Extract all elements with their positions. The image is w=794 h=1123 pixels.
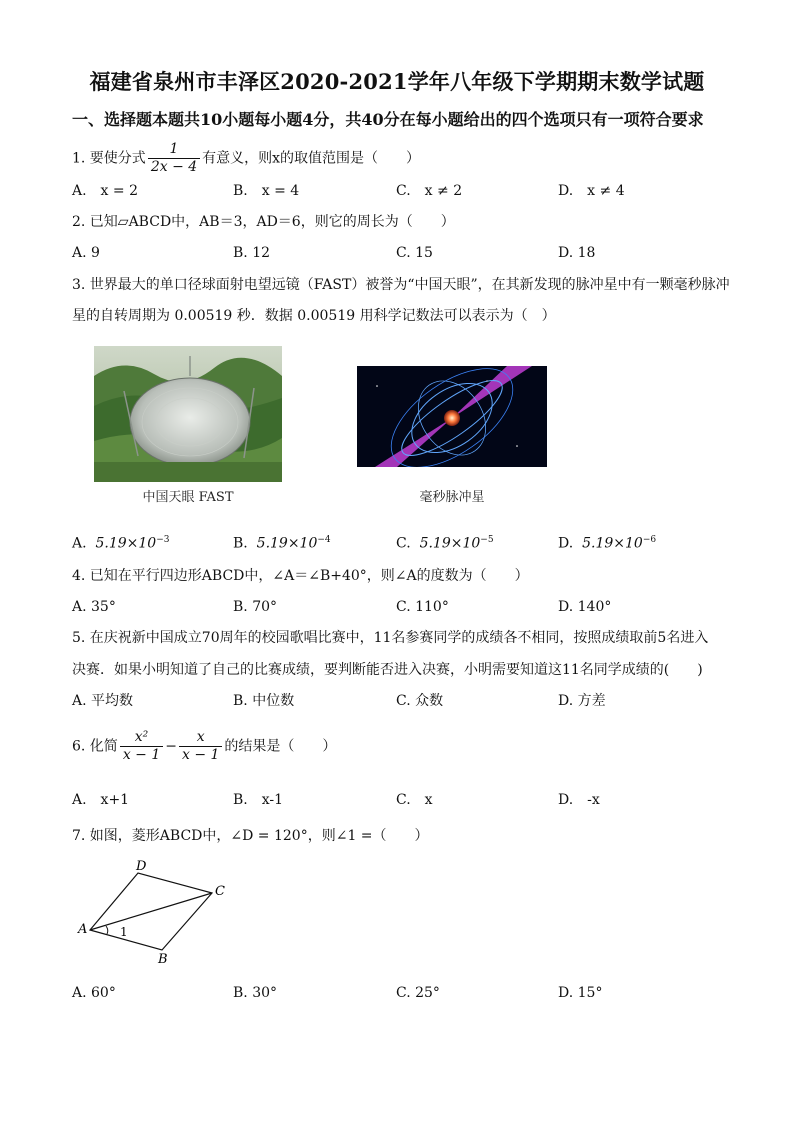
caption-pulsar: 毫秒脉冲星	[419, 490, 485, 505]
q6-option-d[interactable]: D. -x	[558, 792, 600, 808]
question-2: 2. 已知▱ABCD中，AB＝3，AD＝6，则它的周长为（ ）	[72, 214, 455, 230]
q7-option-b[interactable]: B. 30°	[233, 985, 278, 1001]
q6-option-b[interactable]: B. x-1	[233, 792, 284, 808]
q6-fraction-1	[120, 729, 163, 764]
page-title: 福建省泉州市丰泽区2020-2021学年八年级下学期期末数学试题	[89, 69, 705, 94]
q1-option-a[interactable]: A. x = 2	[72, 183, 138, 199]
q1-prefix: 1. 要使分式	[72, 150, 146, 167]
angle-1-arc	[106, 926, 108, 934]
q6-minus: −	[165, 738, 177, 755]
q6-option-a[interactable]: A. x+1	[72, 792, 130, 808]
q5-option-a[interactable]: A. 平均数	[72, 693, 134, 709]
q3-a-label: A.	[72, 535, 87, 552]
q3-option-b[interactable]	[233, 530, 331, 554]
question-6	[72, 729, 336, 764]
q6-fraction-2	[179, 729, 222, 764]
q1-option-d[interactable]: D. x ≠ 4	[558, 183, 625, 199]
question-3-line-2: 星的自转周期为 0.00519 秒．数据 0.00519 用科学记数法可以表示为（ ）	[72, 308, 556, 324]
q6-f1-den: x − 1	[120, 746, 163, 764]
q6-f1-num: x²	[134, 729, 149, 745]
q2-option-b[interactable]: B. 12	[233, 245, 271, 261]
question-5-line-1: 5. 在庆祝新中国成立70周年的校园歌唱比赛中，11名参赛同学的成绩各不相同，按照成绩取前5名进入	[72, 630, 709, 646]
label-d: D	[136, 859, 147, 874]
q3-a-exp: −3	[156, 535, 170, 545]
question-5-line-2: 决赛．如果小明知道了自己的比赛成绩，要判断能否进入决赛，小明需要知道这11名同学成绩的( )	[72, 662, 703, 678]
q6-suffix: 的结果是（ ）	[224, 738, 337, 755]
q3-b-base: 5.19×10	[256, 535, 318, 552]
q3-d-label: D.	[558, 535, 574, 552]
q6-option-c[interactable]: C. x	[396, 792, 433, 808]
q6-f2-den: x − 1	[179, 746, 222, 764]
q1-frac-num: 1	[169, 141, 179, 157]
q1-fraction	[148, 141, 200, 176]
q7-option-a[interactable]: A. 60°	[72, 985, 116, 1001]
caption-fast: 中国天眼 FAST	[142, 490, 234, 505]
question-1	[72, 141, 420, 176]
q7-option-d[interactable]: D. 15°	[558, 985, 603, 1001]
q3-b-exp: −4	[317, 535, 331, 545]
q1-frac-den: 2x − 4	[148, 158, 200, 176]
q7-option-c[interactable]: C. 25°	[396, 985, 440, 1001]
q4-option-d[interactable]: D. 140°	[558, 599, 612, 615]
question-4: 4. 已知在平行四边形ABCD中，∠A＝∠B+40°，则∠A的度数为（ ）	[72, 568, 529, 584]
q3-c-base: 5.19×10	[419, 535, 481, 552]
label-c: C	[215, 884, 225, 899]
diagonal-ac	[90, 893, 212, 930]
q3-option-a[interactable]	[72, 530, 169, 554]
section-heading: 一、选择题本题共10小题每小题4分，共40分在每小题给出的四个选项只有一项符合要求	[72, 110, 704, 129]
q2-option-c[interactable]: C. 15	[396, 245, 433, 261]
q5-option-c[interactable]: C. 众数	[396, 693, 444, 709]
label-a: A	[78, 922, 88, 937]
q6-prefix: 6. 化简	[72, 738, 118, 755]
label-angle-1: 1	[120, 925, 128, 939]
label-b: B	[158, 952, 168, 967]
q5-option-b[interactable]: B. 中位数	[233, 693, 295, 709]
question-7: 7. 如图，菱形ABCD中，∠D = 120°，则∠1 =（ ）	[72, 828, 429, 844]
q4-option-b[interactable]: B. 70°	[233, 599, 278, 615]
q4-option-c[interactable]: C. 110°	[396, 599, 449, 615]
q3-option-c[interactable]	[396, 530, 494, 554]
q3-a-base: 5.19×10	[95, 535, 157, 552]
q2-option-a[interactable]: A. 9	[72, 245, 100, 261]
q6-f2-num: x	[196, 729, 205, 745]
q3-d-exp: −6	[642, 535, 657, 545]
q4-option-a[interactable]: A. 35°	[72, 599, 116, 615]
q2-option-d[interactable]: D. 18	[558, 245, 596, 261]
question-3-line-1: 3. 世界最大的单口径球面射电望远镜（FAST）被誉为“中国天眼”，在其新发现的脉冲星中有一颗毫秒脉冲	[72, 277, 730, 293]
q1-option-c[interactable]: C. x ≠ 2	[396, 183, 463, 199]
rhombus-diagram	[72, 855, 242, 970]
q3-c-exp: −5	[480, 535, 494, 545]
q3-b-label: B.	[233, 535, 248, 552]
q1-option-b[interactable]: B. x = 4	[233, 183, 300, 199]
fast-telescope-image	[94, 346, 282, 482]
q3-option-d[interactable]	[558, 530, 656, 554]
q3-d-base: 5.19×10	[582, 535, 643, 552]
q1-suffix: 有意义，则x的取值范围是（ ）	[202, 150, 421, 167]
q3-c-label: C.	[396, 535, 411, 552]
pulsar-image	[357, 366, 547, 467]
q5-option-d[interactable]: D. 方差	[558, 693, 606, 709]
